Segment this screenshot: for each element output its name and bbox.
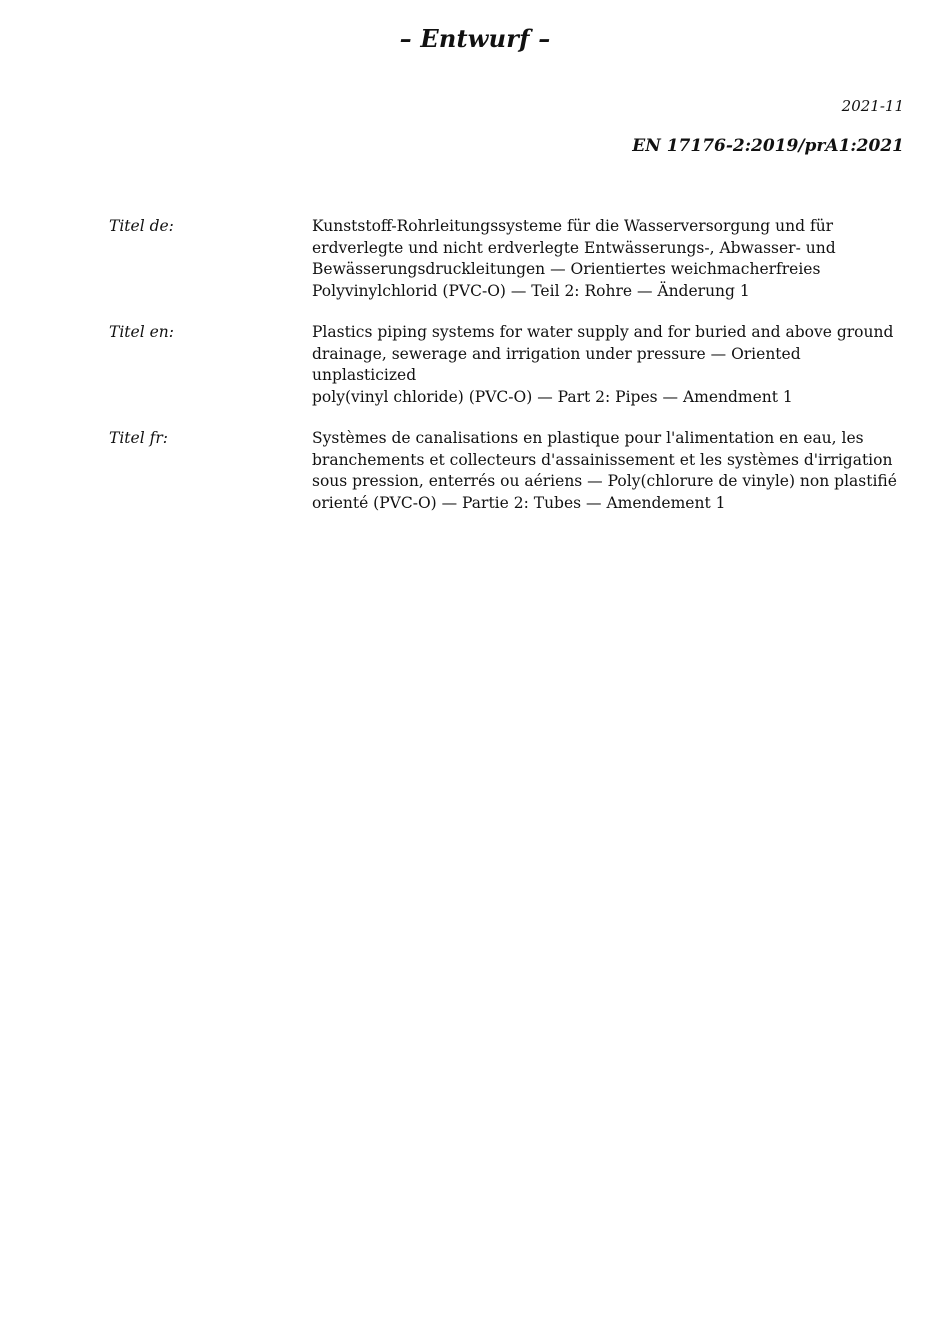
title-text-en: Plastics piping systems for water supply and for buried and above ground drainage, sewerage and irrigation under pressure — Oriented unplasticized poly(vinyl chloride) (PVC-O) — Part 2: Pipes — Amendment 1: [312, 323, 894, 406]
draft-heading: – Entwurf –: [399, 24, 551, 53]
title-text-fr: Systèmes de canalisations en plastique pour l'alimentation en eau, les branchements et collecteurs d'assainissement et les systèmes d'irrigation sous pression, enterrés ou aériens — Poly(chlorure de vinyle) non plastifié orienté (PVC-O) — Partie 2: Tubes — Amendement 1: [312, 429, 897, 512]
title-label-de: Titel de:: [109, 217, 174, 235]
title-label-fr: Titel fr:: [109, 429, 168, 447]
title-table: [109, 216, 905, 534]
title-row-en: [109, 322, 905, 408]
title-label-en: Titel en:: [109, 323, 174, 341]
document-number: EN 17176-2:2019/prA1:2021: [632, 136, 904, 156]
title-row-fr: [109, 428, 905, 514]
title-text-de: Kunststoff-Rohrleitungssysteme für die Wasserversorgung und für erdverlegte und nicht erdverlegte Entwässerungs-, Abwasser- und Bewässerungsdruckleitungen — Orientiertes weichmacherfreies Polyvinylchlorid (PVC-O) — Teil 2: Rohre — Änderung 1: [312, 217, 836, 300]
document-date: 2021-11: [841, 97, 904, 115]
title-row-de: [109, 216, 905, 302]
